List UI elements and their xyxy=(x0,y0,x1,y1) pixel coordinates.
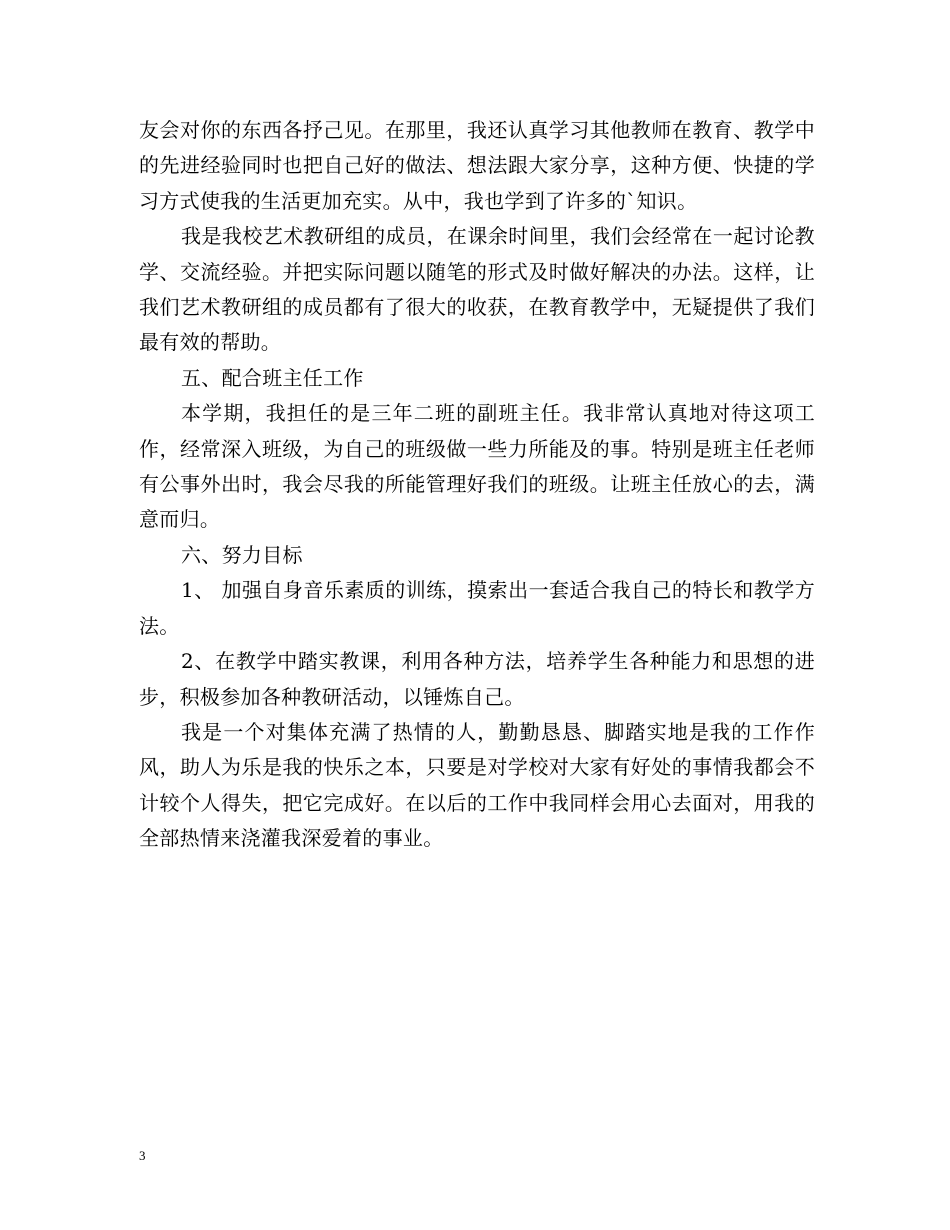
page-number: 3 xyxy=(139,1148,146,1163)
section-heading-cooperate-head-teacher: 五、配合班主任工作 xyxy=(181,365,364,390)
paragraph-art-research-group: 我是我校艺术教研组的成员，在课余时间里，我们会经常在一起讨论教学、交流经验。并把实际问题以随笔的形式及时做好解决的办法。这样，让我们艺术教研组的成员都有了很大的收获，在教育教学中，无疑提供了我们最有效的帮助。 xyxy=(139,224,815,355)
body-text xyxy=(139,113,815,857)
paragraph-deputy-head-teacher: 本学期，我担任的是三年二班的副班主任。我非常认真地对待这项工作，经常深入班级，为自己的班级做一些力所能及的事。特别是班主任老师有公事外出时，我会尽我的所能管理好我们的班级。让班主任放心的去，满意而归。 xyxy=(139,401,815,532)
paragraph-continuation: 友会对你的东西各抒己见。在那里，我还认真学习其他教师在教育、教学中的先进经验同时也把自己好的做法、想法跟大家分享，这种方便、快捷的学习方式使我的生活更加充实。从中，我也学到了许多的`知识。 xyxy=(139,118,815,213)
section-heading-goals: 六、努力目标 xyxy=(181,542,303,567)
goal-item-1: 1、 加强自身音乐素质的训练，摸索出一套适合我自己的特长和教学方法。 xyxy=(139,578,815,638)
paragraph-closing: 我是一个对集体充满了热情的人，勤勤恳恳、脚踏实地是我的工作作风，助人为乐是我的快乐之本，只要是对学校对大家有好处的事情我都会不计较个人得失，把它完成好。在以后的工作中我同样会用心去面对，用我的全部热情来浇灌我深爱着的事业。 xyxy=(139,719,815,851)
goal-item-2: 2、在教学中踏实教课，利用各种方法，培养学生各种能力和思想的进步，积极参加各种教研活动，以锤炼自己。 xyxy=(139,649,815,709)
